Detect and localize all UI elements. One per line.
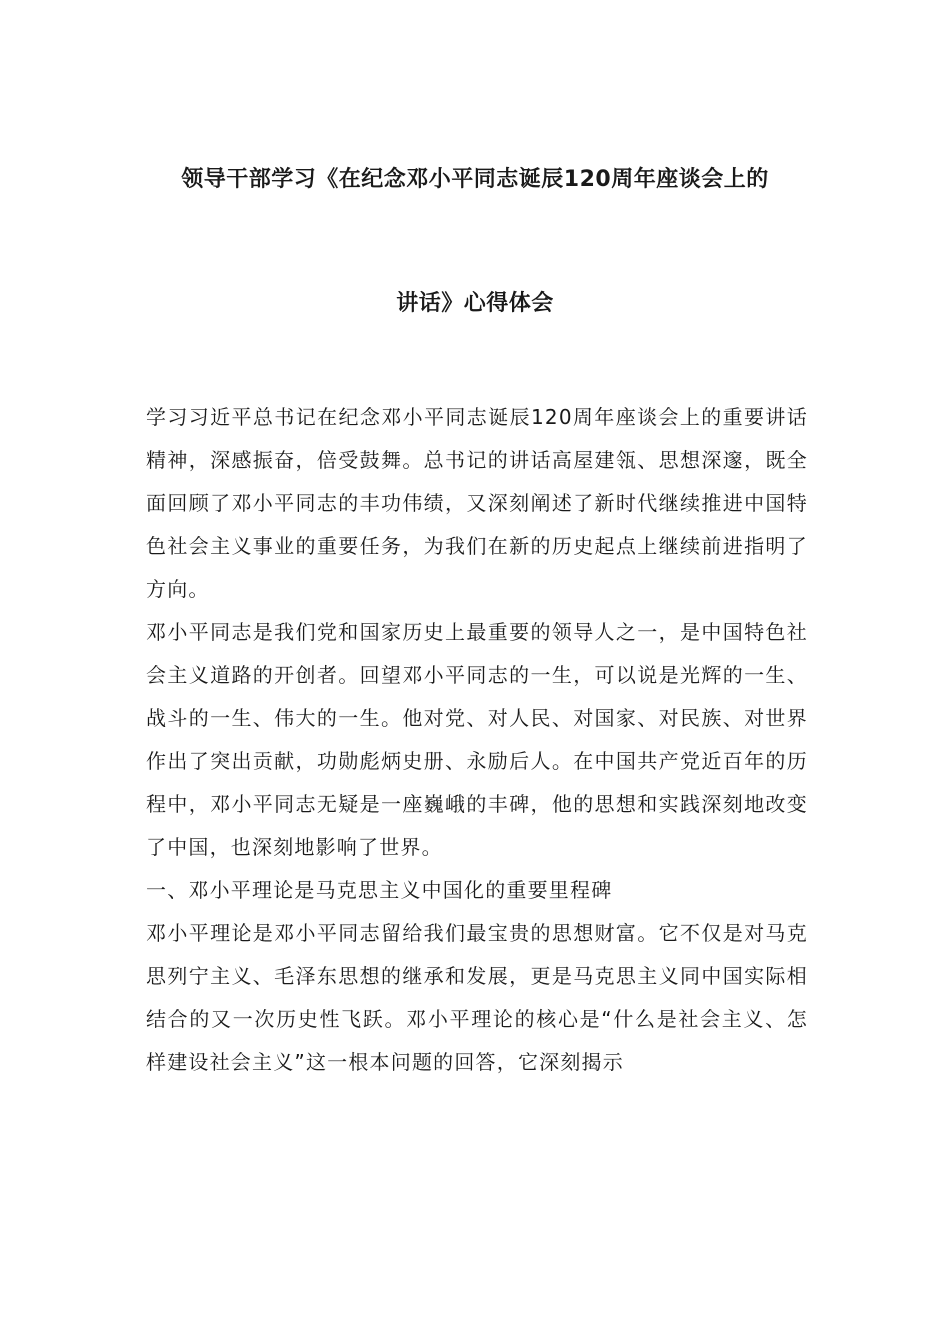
document-title-line-1: 领导干部学习《在纪念邓小平同志诞辰120周年座谈会上的 xyxy=(181,167,769,192)
document-title-line-2: 讲话》心得体会 xyxy=(396,291,554,316)
paragraph-deng-contribution: 邓小平同志是我们党和国家历史上最重要的领导人之一，是中国特色社会主义道路的开创者。回望邓小平同志的一生，可以说是光辉的一生、战斗的一生、伟大的一生。他对党、对人民、对国家、对民族、对世界作出了突出贡献，功勋彪炳史册、永励后人。在中国共产党近百年的历程中，邓小平同志无疑是一座巍峨的丰碑，他的思想和实践深刻地改变了中国，也深刻地影响了世界。 xyxy=(146,620,808,859)
paragraph-intro: 学习习近平总书记在纪念邓小平同志诞辰120周年座谈会上的重要讲话精神，深感振奋，倍受鼓舞。总书记的讲话高屋建瓴、思想深邃，既全面回顾了邓小平同志的丰功伟绩，又深刻阐述了新时代继续推进中国特色社会主义事业的重要任务，为我们在新的历史起点上继续前进指明了方向。 xyxy=(146,405,808,601)
document-body xyxy=(146,396,808,1084)
paragraph-deng-theory: 邓小平理论是邓小平同志留给我们最宝贵的思想财富。它不仅是对马克思列宁主义、毛泽东思想的继承和发展，更是马克思主义同中国实际相结合的又一次历史性飞跃。邓小平理论的核心是“什么是社会主义、怎样建设社会主义”这一根本问题的回答，它深刻揭示 xyxy=(146,921,808,1074)
section-heading-1: 一、邓小平理论是马克思主义中国化的重要里程碑 xyxy=(146,878,613,902)
